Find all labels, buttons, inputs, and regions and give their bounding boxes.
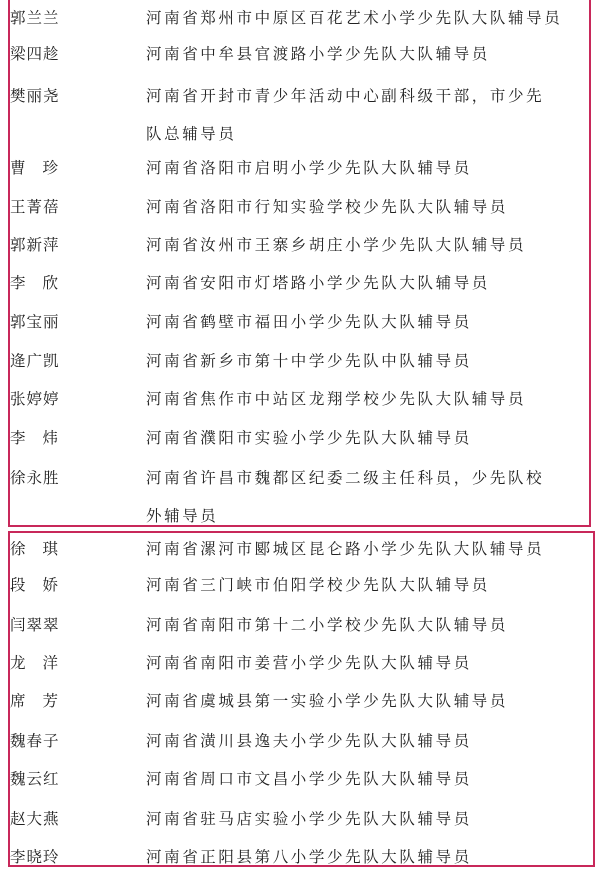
person-position-continued: 外辅导员: [146, 507, 219, 525]
person-position: 河南省郑州市中原区百花艺术小学少先队大队辅导员: [146, 9, 563, 27]
person-position: 河南省鹤壁市福田小学少先队大队辅导员: [146, 313, 472, 331]
person-position: 河南省南阳市姜营小学少先队大队辅导员: [146, 654, 472, 672]
person-name: 逄广凯: [10, 352, 60, 370]
person-name: 王菁蓓: [10, 198, 60, 216]
person-position: 河南省许昌市魏都区纪委二级主任科员，少先队校: [146, 469, 545, 487]
person-name: 赵大燕: [10, 810, 60, 828]
person-name: 徐永胜: [10, 469, 60, 487]
person-name: 李晓玲: [10, 848, 60, 866]
person-position: 河南省南阳市第十二小学校少先队大队辅导员: [146, 616, 509, 634]
person-position: 河南省焦作市中站区龙翔学校少先队大队辅导员: [146, 390, 527, 408]
person-position-continued: 队总辅导员: [146, 125, 237, 143]
person-position: 河南省正阳县第八小学少先队大队辅导员: [146, 848, 472, 866]
person-position: 河南省洛阳市启明小学少先队大队辅导员: [146, 159, 472, 177]
person-name: 段娇: [10, 576, 76, 594]
person-position: 河南省中牟县官渡路小学少先队大队辅导员: [146, 45, 490, 63]
person-position: 河南省虞城县第一实验小学少先队大队辅导员: [146, 692, 509, 710]
person-position: 河南省开封市青少年活动中心副科级干部，市少先: [146, 87, 545, 105]
person-position: 河南省驻马店实验小学少先队大队辅导员: [146, 810, 472, 828]
person-name: 曹珍: [10, 159, 76, 177]
person-position: 河南省三门峡市伯阳学校少先队大队辅导员: [146, 576, 490, 594]
person-name: 魏春子: [10, 732, 60, 750]
person-name: 郭新萍: [10, 236, 60, 254]
person-position: 河南省洛阳市行知实验学校少先队大队辅导员: [146, 198, 509, 216]
person-position: 河南省新乡市第十中学少先队中队辅导员: [146, 352, 472, 370]
person-name: 郭宝丽: [10, 313, 60, 331]
person-name: 魏云红: [10, 770, 60, 788]
person-name: 席芳: [10, 692, 76, 710]
person-name: 闫翠翠: [10, 616, 60, 634]
person-name: 龙洋: [10, 654, 76, 672]
person-name: 徐琪: [10, 540, 76, 558]
person-position: 河南省安阳市灯塔路小学少先队大队辅导员: [146, 274, 490, 292]
person-name: 张婷婷: [10, 390, 60, 408]
person-name: 樊丽尧: [10, 87, 60, 105]
person-position: 河南省周口市文昌小学少先队大队辅导员: [146, 770, 472, 788]
person-name: 梁四趁: [10, 45, 60, 63]
person-name: 李炜: [10, 429, 76, 447]
person-position: 河南省潢川县逸夫小学少先队大队辅导员: [146, 732, 472, 750]
person-name: 李欣: [10, 274, 76, 292]
person-position: 河南省漯河市郾城区昆仑路小学少先队大队辅导员: [146, 540, 545, 558]
person-position: 河南省濮阳市实验小学少先队大队辅导员: [146, 429, 472, 447]
person-name: 郭兰兰: [10, 9, 60, 27]
person-position: 河南省汝州市王寨乡胡庄小学少先队大队辅导员: [146, 236, 527, 254]
